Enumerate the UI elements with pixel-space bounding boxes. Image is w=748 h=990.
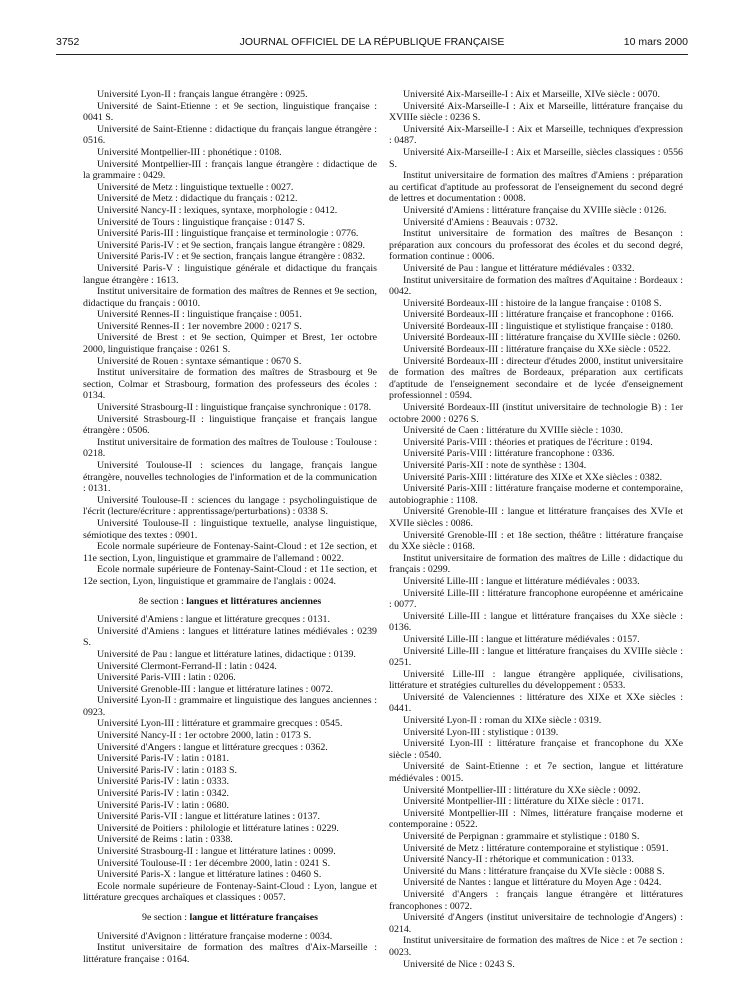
listing-entry: Université Grenoble-III : et 18e section, théâtre : littérature française du XXe siècle : 0168. (389, 529, 683, 553)
listing-entry: Université de Caen : littérature du XVIIIe siècle : 1030. (403, 425, 623, 437)
listing-entry: Université Montpellier-III : phonétique : 0108. (97, 146, 282, 158)
listing-entry: Université Bordeaux-III (institut universitaire de technologie B) : 1er octobre 2000 : 0276 S. (389, 402, 683, 425)
listing-entry: Université Bordeaux-III : littérature française du XXe siècle : 0522. (403, 344, 671, 356)
listing-entry: Institut universitaire de formation des maîtres de Besançon : préparation aux concours du professorat des écoles et du second degré, formation continue : 0006. (389, 228, 683, 263)
section-number: 9e section : (142, 911, 190, 923)
listing-entry: Université de Valenciennes : littérature des XIXe et XXe siècles : 0441. (389, 691, 683, 715)
section-number: 8e section : (138, 595, 187, 607)
listing-entry: Université du Mans : littérature française du XVIe siècle : 0088 S. (403, 865, 665, 877)
listing-entry: Université Paris-XIII : littérature des XIXe et XXe siècles : 0382. (403, 471, 663, 483)
listing-entry: Université de Rouen : syntaxe sémantique : 0670 S. (97, 355, 302, 367)
listing-entry: Université Paris-VII : langue et littérature latines : 0137. (97, 811, 320, 823)
listing-entry: Université Paris-IV : et 9e section, français langue étrangère : 0829. (97, 239, 365, 251)
listing-entry: Université Lyon-III : stylistique : 0139. (403, 726, 559, 738)
listing-entry: Université Montpellier-III : littérature du XXe siècle : 0092. (403, 784, 641, 796)
listing-entry: Université Nancy-II : lexiques, syntaxe, morphologie : 0412. (97, 204, 338, 216)
listing-entry: Université Aix-Marseille-I : Aix et Marseille, siècles classiques : 0556 S. (389, 146, 683, 170)
listing-entry: Université Grenoble-III : langue et littérature latines : 0072. (97, 683, 334, 695)
listing-entry: Université Bordeaux-III : linguistique et stylistique française : 0180. (403, 320, 674, 332)
section-heading (83, 912, 377, 924)
listing-entry: Université Lyon-III : littérature française et francophone du XXe siècle : 0540. (389, 738, 683, 761)
listing-entry: Université de Nice : 0243 S. (403, 958, 515, 970)
listing-entry: Université Montpellier-III : littérature du XIXe siècle : 0171. (403, 796, 644, 808)
listing-entry: Université d'Amiens : littérature française du XVIIIe siècle : 0126. (403, 204, 667, 216)
listing-entry: Université de Metz : littérature contemporaine et stylistique : 0591. (403, 842, 669, 854)
listing-entry: Université Paris-XIII : littérature française moderne et contemporaine, autobiographie : 1108. (389, 483, 683, 506)
listing-entry: Université Nancy-II : rhétorique et communication : 0133. (403, 854, 634, 866)
listing-entry: Université Toulouse-II : sciences du langage, français langue étrangère, nouvelles technologies de l'information et de la communication : 0131. (83, 460, 377, 495)
listing-entry: Université Paris-VIII : littérature francophone : 0336. (403, 448, 615, 460)
listing-entry: Université Montpellier-III : français langue étrangère : didactique de la grammaire : 0429. (83, 158, 377, 182)
listing-entry: Université de Saint-Etienne : didactique du français langue étrangère : 0516. (83, 123, 377, 147)
listing-entry: Institut universitaire de formation des maîtres de Rennes et 9e section, didactique du français : 0010. (83, 286, 377, 309)
listing-entry: Université Strasbourg-II : linguistique française synchronique : 0178. (97, 402, 372, 414)
listing-entry: Université d'Angers : français langue étrangère et littératures francophones : 0072. (389, 888, 683, 912)
journal-title: JOURNAL OFFICIEL DE LA RÉPUBLIQUE FRANÇAISE (239, 36, 505, 48)
listing-entry: Université de Pau : langue et littérature médiévales : 0332. (403, 262, 635, 274)
listing-entry: Université de Nantes : langue et littérature du Moyen Age : 0424. (403, 877, 662, 889)
listing-entry: Université Lyon-II : grammaire et linguistique des langues anciennes : 0923. (83, 695, 377, 718)
listing-entry: Université Lille-III : langue et littérature françaises du XXe siècle : 0136. (389, 610, 683, 634)
listing-entry: Université d'Angers (institut universitaire de technologie d'Angers) : 0214. (389, 912, 683, 935)
listing-entry: Université de Metz : didactique du français : 0212. (97, 193, 298, 205)
listing-entry: Université Lille-III : langue et littérature médiévales : 0033. (403, 575, 640, 587)
listing-entry: Université de Brest : et 9e section, Quimper et Brest, 1er octobre 2000, linguistique française : 0261 S. (83, 332, 377, 356)
listing-entry: Institut universitaire de formation des maîtres de Nice : et 7e section : 0023. (389, 935, 683, 958)
listing-entry: Université d'Avignon : littérature française moderne : 0034. (97, 930, 333, 942)
listing-entry: Université Bordeaux-III : littérature française et francophone : 0166. (403, 309, 674, 321)
listing-entry: Université Paris-IV : latin : 0680. (97, 799, 230, 811)
listing-entry: Université Montpellier-III : Nîmes, littérature française moderne et contemporaine : 0522. (389, 807, 683, 831)
listing-entry: Ecole normale supérieure de Fontenay-Saint-Cloud : Lyon, langue et littérature grecques archaïques et classiques : 0057. (83, 880, 377, 904)
listing-entry: Université Aix-Marseille-I : Aix et Marseille, littérature française du XVIIIe siècle : 0236 S. (389, 100, 683, 124)
listing-entry: Université de Poitiers : philologie et littérature latines : 0229. (97, 822, 339, 834)
listing-entry: Université de Saint-Etienne : et 7e section, langue et littérature médiévales : 0015. (389, 761, 683, 785)
listing-entry: Université Aix-Marseille-I : Aix et Marseille, XIVe siècle : 0070. (403, 89, 660, 100)
listing-entry: Université Strasbourg-II : linguistique française et français langue étrangère : 0506. (83, 413, 377, 437)
listing-entry: Université de Tours : linguistique française : 0147 S. (97, 216, 305, 228)
listing-entry: Université Rennes-II : 1er novembre 2000 : 0217 S. (97, 320, 302, 332)
listing-entry: Université Paris-XII : note de synthèse : 1304. (403, 460, 587, 471)
header-rule (56, 54, 688, 55)
listing-entry: Université Lyon-II : français langue étrangère : 0925. (97, 89, 308, 100)
listing-entry: Université Lyon-III : littérature et grammaire grecques : 0545. (97, 718, 343, 730)
listing-entry: Institut universitaire de formation des maîtres de Toulouse : Toulouse : 0218. (83, 436, 377, 460)
listing-entry: Université Toulouse-II : linguistique textuelle, analyse linguistique, sémiotique des textes : 0901. (83, 517, 377, 541)
listing-entry: Université de Reims : latin : 0338. (97, 834, 233, 846)
page-number: 3752 (56, 36, 80, 48)
listing-entry: Université Bordeaux-III : directeur d'études 2000, institut universitaire de formation des maîtres de Bordeaux, préparation aux certificats d'aptitude de l'enseignement secondaire et de lycée d'enseignement professionnel : 0594. (389, 355, 683, 402)
listing-entry: Université de Metz : linguistique textuelle : 0027. (97, 181, 294, 193)
listing-entry: Université Lyon-II : roman du XIXe siècle : 0319. (403, 715, 602, 727)
listing-entry: Université Rennes-II : linguistique française : 0051. (97, 309, 302, 321)
listing-entry: Institut universitaire de formation des maîtres d'Aix-Marseille : littérature française : 0164. (83, 942, 377, 965)
issue-date: 10 mars 2000 (623, 36, 688, 48)
listing-entry: Université Paris-IV : latin : 0183 S. (97, 764, 237, 776)
listing-entry: Université Strasbourg-II : langue et littérature latines : 0099. (97, 846, 336, 857)
listing-entry: Université Paris-IV : et 9e section, français langue étrangère : 0832. (97, 251, 365, 263)
listing-entry: Université d'Amiens : langue et littérature grecques : 0131. (97, 614, 330, 626)
listing-entry: Université Lille-III : littérature francophone européenne et américaine : 0077. (389, 587, 683, 611)
listing-entry: Université de Perpignan : grammaire et stylistique : 0180 S. (403, 831, 640, 842)
listing-entry: Université Lille-III : langue et littérature médiévales : 0157. (403, 633, 640, 645)
listing-entry: Université Paris-III : linguistique française et terminologie : 0776. (97, 228, 359, 240)
right-column (389, 89, 683, 970)
left-column (83, 89, 377, 965)
listing-entry: Université Paris-IV : latin : 0181. (97, 753, 230, 765)
listing-entry: Université de Saint-Etienne : et 9e section, linguistique française : 0041 S. (83, 100, 377, 124)
listing-entry: Université Aix-Marseille-I : Aix et Marseille, techniques d'expression : 0487. (389, 123, 683, 147)
listing-entry: Université Nancy-II : 1er octobre 2000, latin : 0173 S. (97, 730, 312, 742)
listing-entry: Université Paris-VIII : latin : 0206. (97, 672, 236, 684)
listing-entry: Université d'Amiens : langues et littérature latines médiévales : 0239 S. (83, 625, 377, 649)
listing-entry: Université Paris-V : linguistique générale et didactique du français langue étrangère : 1613. (83, 262, 377, 286)
listing-entry: Université de Pau : langue et littérature latines, didactique : 0139. (97, 648, 356, 660)
page-header (56, 36, 688, 52)
listing-entry: Université Bordeaux-III : littérature française du XVIIIe siècle : 0260. (403, 332, 681, 344)
listing-entry: Université Paris-X : langue et littérature latines : 0460 S. (97, 869, 322, 881)
listing-entry: Université Paris-IV : latin : 0333. (97, 776, 230, 788)
listing-entry: Institut universitaire de formation des maîtres d'Amiens : préparation au certificat d'aptitude au professorat de l'enseignement du second degré de lettres et documentation : 0008. (389, 170, 683, 205)
section-heading (83, 596, 377, 608)
section-title: langues et littératures anciennes (186, 595, 322, 607)
listing-entry: Université Bordeaux-III : histoire de la langue française : 0108 S. (403, 297, 662, 309)
listing-entry: Université Clermont-Ferrand-II : latin : 0424. (97, 660, 277, 672)
listing-entry: Université d'Amiens : Beauvais : 0732. (403, 216, 558, 228)
listing-entry: Ecole normale supérieure de Fontenay-Saint-Cloud : et 11e section, et 12e section, Lyon, linguistique et grammaire de l'anglais : 0024. (83, 564, 377, 587)
listing-entry: Institut universitaire de formation des maîtres d'Aquitaine : Bordeaux : 0042. (389, 274, 683, 298)
listing-entry: Université d'Angers : langue et littérature grecques : 0362. (97, 741, 328, 753)
listing-entry: Institut universitaire de formation des maîtres de Strasbourg et 9e section, Colmar et Strasbourg, formation des professeurs des écoles : 0134. (83, 367, 377, 402)
listing-entry: Université Paris-IV : latin : 0342. (97, 788, 230, 800)
listing-entry: Université Paris-VIII : théories et pratiques de l'écriture : 0194. (403, 436, 653, 448)
listing-entry: Université Lille-III : langue étrangère appliquée, civilisations, littérature et stratégies culturelles du développement : 0533. (389, 668, 683, 692)
section-title: langue et littérature françaises (189, 911, 318, 923)
listing-entry: Université Grenoble-III : langue et littérature françaises des XVIe et XVIIe siècles : 0086. (389, 506, 683, 529)
listing-entry: Ecole normale supérieure de Fontenay-Saint-Cloud : et 12e section, et 11e section, Lyon, linguistique et grammaire de l'allemand : 0022. (83, 541, 377, 564)
listing-entry: Université Lille-III : langue et littérature françaises du XVIIIe siècle : 0251. (389, 645, 683, 669)
listing-entry: Université Toulouse-II : sciences du langage : psycholinguistique de l'écrit (lecture/écriture : apprentissage/perturbations) : 0338 S. (83, 494, 377, 518)
listing-entry: Université Toulouse-II : 1er décembre 2000, latin : 0241 S. (97, 857, 331, 869)
listing-entry: Institut universitaire de formation des maîtres de Lille : didactique du français : 0299. (389, 552, 683, 576)
